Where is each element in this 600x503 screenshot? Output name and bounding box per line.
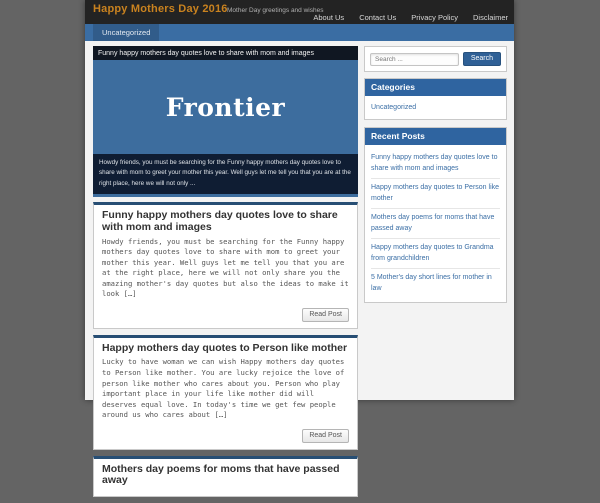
featured-excerpt: Howdy friends, you must be searching for the Funny happy mothers day quotes love to share with mom to greet your mother this year. Well guys let me tell you that you are at the right place, here we will not only ... — [93, 154, 358, 194]
content-area — [85, 41, 514, 503]
recent-post-link[interactable]: Happy mothers day quotes to Person like mother — [371, 179, 500, 209]
featured-image-strip — [93, 194, 358, 197]
nav-disclaimer[interactable]: Disclaimer — [472, 13, 508, 22]
site-tagline: Mother Day greetings and wishes — [227, 7, 324, 14]
post-excerpt: Lucky to have woman we can wish Happy mothers day quotes to Person like mother. You are lucky rejoice the love of person like mother who cares about you. Person who play important place in your life like mother did will deserves equal love. In today's time we get few people around us who cares about […] — [102, 357, 345, 420]
featured-image-text: Frontier — [165, 92, 286, 122]
main-column — [93, 46, 358, 503]
post-title-link[interactable]: Funny happy mothers day quotes love to share with mom and images — [102, 209, 338, 233]
read-post-button[interactable]: Read Post — [302, 308, 349, 322]
nav-contact-us[interactable]: Contact Us — [359, 13, 397, 22]
header-nav — [313, 13, 508, 22]
nav-privacy-policy[interactable]: Privacy Policy — [411, 13, 458, 22]
post-item-3 — [93, 456, 358, 498]
post-excerpt: Howdy friends, you must be searching for the Funny happy mothers day quotes love to share with mom to greet your mother this year. Well guys let me tell you that you are at the right place, here we will not only share you the amazing mother's day quotes but also the ideas to make it look […] — [102, 236, 349, 299]
recent-post-link[interactable]: Mothers day poems for moms that have passed away — [371, 209, 500, 239]
recent-posts-widget-title: Recent Posts — [365, 128, 506, 145]
search-button[interactable]: Search — [463, 52, 501, 66]
read-post-button[interactable]: Read Post — [302, 429, 349, 443]
recent-post-link[interactable]: Happy mothers day quotes to Grandma from grandchildren — [371, 239, 500, 269]
site-title[interactable]: Happy Mothers Day 2016 — [93, 3, 228, 15]
search-input[interactable] — [370, 53, 459, 66]
post-item-2 — [93, 335, 358, 450]
recent-post-link[interactable]: 5 Mother's day short lines for mother in law — [371, 274, 492, 292]
recent-posts-widget — [364, 127, 507, 303]
nav-about-us[interactable]: About Us — [313, 13, 345, 22]
categories-widget-body — [365, 96, 506, 119]
categories-widget — [364, 78, 507, 120]
post-footer — [102, 303, 349, 322]
featured-post-title[interactable]: Funny happy mothers day quotes love to share with mom and images — [93, 46, 358, 60]
post-title-link[interactable]: Happy mothers day quotes to Person like mother — [102, 341, 348, 354]
sidebar — [364, 46, 507, 503]
recent-posts-widget-body — [365, 145, 506, 302]
category-link-uncategorized[interactable]: Uncategorized — [371, 104, 417, 111]
site-header — [85, 0, 514, 24]
search-widget — [364, 46, 507, 72]
post-item-1 — [93, 202, 358, 329]
primary-menu-bar — [85, 24, 514, 41]
post-title-link[interactable]: Mothers day poems for moms that have passed away — [102, 462, 340, 487]
featured-image[interactable] — [93, 60, 358, 154]
post-footer — [102, 424, 349, 443]
recent-post-link[interactable]: Funny happy mothers day quotes love to share with mom and images — [371, 149, 500, 179]
menu-tab-uncategorized[interactable]: Uncategorized — [93, 24, 159, 41]
categories-widget-title: Categories — [365, 79, 506, 96]
page-wrapper — [85, 0, 514, 487]
featured-slider — [93, 46, 358, 197]
